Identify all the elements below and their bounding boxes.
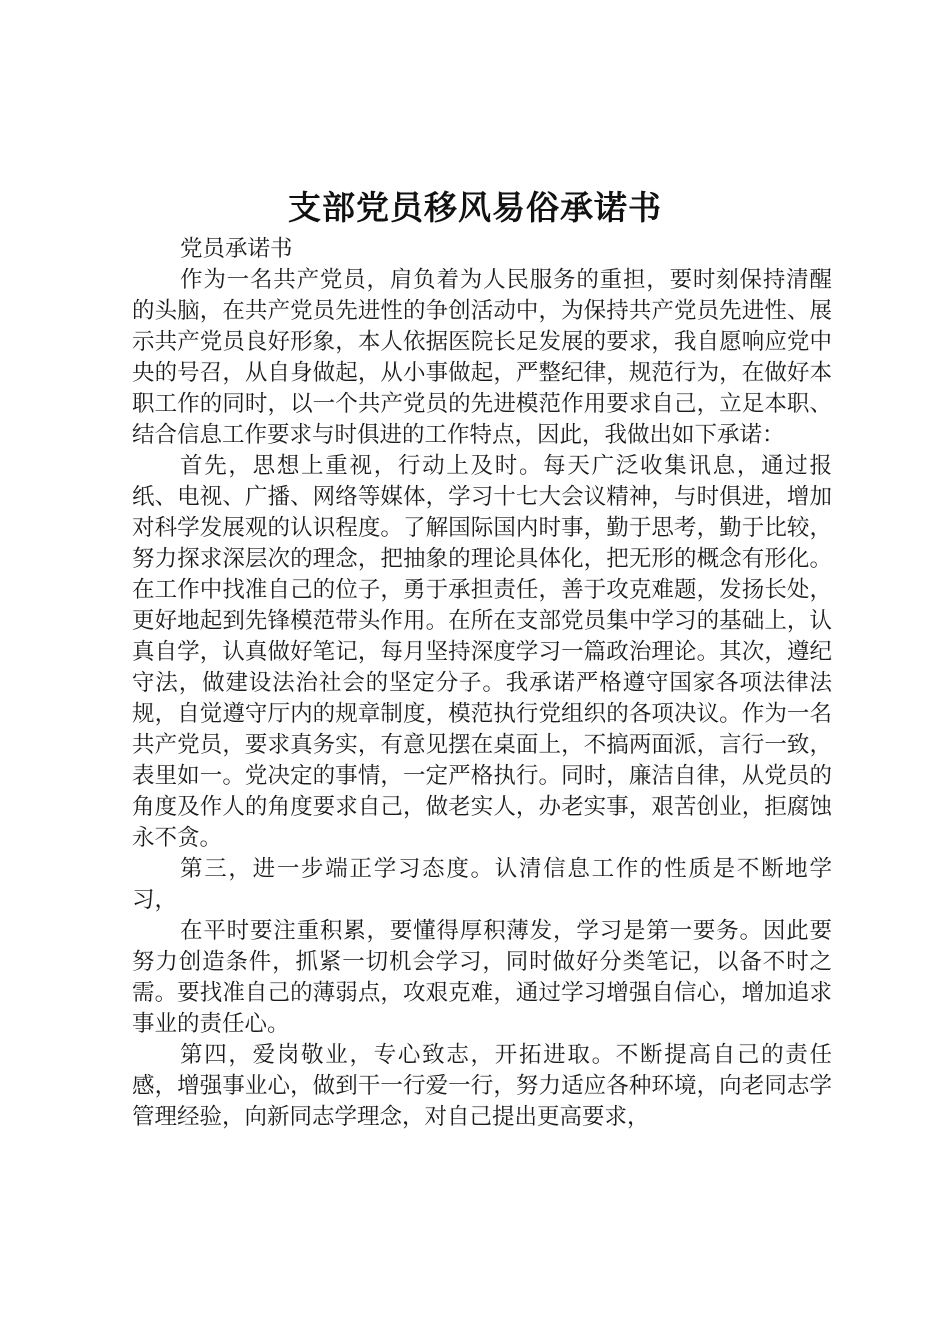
document-title: 支部党员移风易俗承诺书 bbox=[288, 188, 662, 227]
paragraph-first: 首先，思想上重视，行动上及时。每天广泛收集讯息，通过报纸、电视、广播、网络等媒体，学习十七大会议精神，与时俱进，增加对科学发展观的认识程度。了解国际国内时事，勤于思考，勤于比较，努力探求深层次的理念，把抽象的理论具体化，把无形的概念有形化。在工作中找准自己的位子，勇于承担责任，善于攻克难题，发扬长处，更好地起到先锋模范带头作用。在所在支部党员集中学习的基础上，认真自学，认真做好笔记，每月坚持深度学习一篇政治理论。其次，遵纪守法，做建设法治社会的坚定分子。我承诺严格遵守国家各项法律法规，自觉遵守厅内的规章制度，模范执行党组织的各项决议。作为一名共产党员，要求真务实，有意见摆在桌面上，不搞两面派，言行一致，表里如一。党决定的事情，一定严格执行。同时，廉洁自律，从党员的角度及作人的角度要求自己，做老实人，办老实事，艰苦创业，拒腐蚀永不贪。 bbox=[132, 453, 832, 851]
paragraph-fourth: 第四，爱岗敬业，专心致志，开拓进取。不断提高自己的责任感，增强事业心，做到干一行爱一行，努力适应各种环境，向老同志学管理经验，向新同志学理念，对自己提出更高要求， bbox=[132, 1042, 832, 1130]
paragraph-third: 第三，进一步端正学习态度。认清信息工作的性质是不断地学习， bbox=[132, 856, 832, 913]
document-body bbox=[132, 234, 832, 1133]
paragraph-third-continued: 在平时要注重积累，要懂得厚积薄发，学习是第一要务。因此要努力创造条件，抓紧一切机会学习，同时做好分类笔记，以备不时之需。要找准自己的薄弱点，攻艰克难，通过学习增强自信心，增加追求事业的责任心。 bbox=[132, 918, 832, 1037]
paragraph-intro: 作为一名共产党员，肩负着为人民服务的重担，要时刻保持清醒的头脑，在共产党员先进性的争创活动中，为保持共产党员先进性、展示共产党员良好形象，本人依据医院长足发展的要求，我自愿响应党中央的号召，从自身做起，从小事做起，严整纪律，规范行为，在做好本职工作的同时，以一个共产党员的先进模范作用要求自己，立足本职、结合信息工作要求与时俱进的工作特点，因此，我做出如下承诺： bbox=[132, 267, 832, 448]
paragraph-heading: 党员承诺书 bbox=[180, 236, 293, 262]
